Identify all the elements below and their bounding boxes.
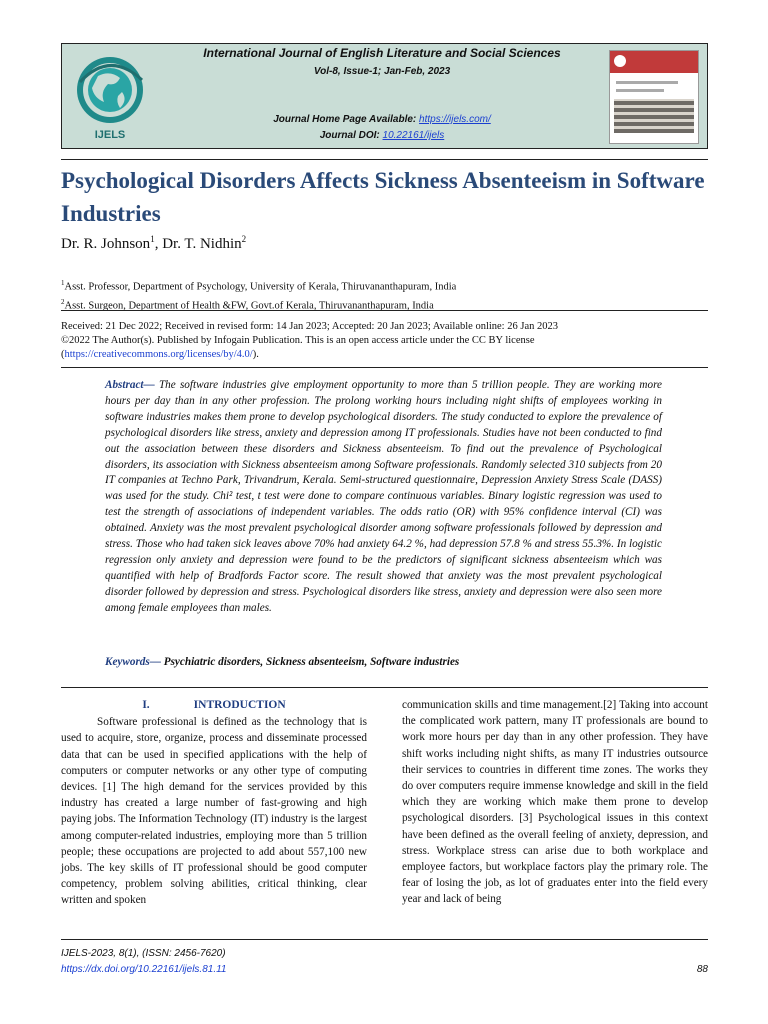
license-line (61, 348, 708, 362)
body-column-left (61, 697, 367, 909)
license-link[interactable]: https://creativecommons.org/licenses/by/4.0/ (64, 349, 253, 360)
doi-line (162, 128, 602, 144)
cover-line (616, 89, 664, 92)
homepage-line (162, 112, 602, 128)
journal-header (61, 43, 708, 149)
divider (61, 159, 708, 160)
section-title: INTRODUCTION (193, 699, 286, 711)
author-2: Dr. T. Nidhin (162, 236, 242, 252)
body-paragraph: Software professional is defined as the technology that is used to acquire, store, organize, process and disseminate processed data that can be used in specified applications with the help of computers or computer networks or any other type of computing devices. [1] The high demand for the services provided by this industry has created a large number of fast-growing and high paying jobs. The Information Technology (IT) industry is the largest among computer-related industries, employing more than 5 trillion people; these occupations are projected to add about 557,100 new jobs. The key skills of IT professional should be good computer competency, problem solving abilities, critical thinking, clear written and spoken (61, 716, 367, 907)
affiliation-sup: 1 (61, 279, 65, 287)
ijels-logo (70, 52, 150, 142)
divider (61, 310, 708, 311)
keywords-label: Keywords— (105, 656, 161, 668)
received-dates: Received: 21 Dec 2022; Received in revised form: 14 Jan 2023; Accepted: 20 Jan 2023; Available online: 26 Jan 2023 (61, 321, 558, 332)
abstract (105, 378, 662, 617)
paren-close: ). (252, 349, 259, 360)
body-column-right (402, 697, 708, 908)
page-footer (61, 946, 708, 978)
footer-citation: IJELS-2023, 8(1), (ISSN: 2456-7620) (61, 948, 226, 959)
author-2-sup: 2 (241, 234, 247, 244)
keywords-text: Psychiatric disorders, Sickness absenteeism, Software industries (160, 656, 460, 668)
affiliation-text: Asst. Surgeon, Department of Health &FW, Govt.of Kerala, Thiruvananthapuram, India (64, 300, 434, 311)
author-separator: , (154, 236, 163, 252)
divider (61, 939, 708, 940)
authors (61, 234, 246, 253)
journal-volume: Vol-8, Issue-1; Jan-Feb, 2023 (313, 66, 451, 77)
journal-cover-image (609, 50, 699, 144)
doi-label: Journal DOI: (319, 130, 383, 141)
divider (61, 687, 708, 688)
author-1-sup: 1 (150, 234, 155, 244)
cover-books-image (614, 99, 694, 133)
affiliation-text: Asst. Professor, Department of Psychology, University of Kerala, Thiruvananthapuram, India (64, 281, 457, 293)
author-1: Dr. R. Johnson (61, 236, 151, 252)
svg-text:IJELS: IJELS (94, 129, 126, 141)
affiliation-sup: 2 (61, 297, 65, 306)
journal-name: International Journal of English Literature and Social Sciences (203, 46, 561, 60)
abstract-label: Abstract— (105, 379, 155, 391)
homepage-link[interactable]: https://ijels.com/ (419, 114, 491, 125)
section-heading (61, 697, 367, 713)
page-number: 88 (696, 964, 708, 975)
cover-line (616, 81, 678, 84)
affiliations (61, 276, 456, 313)
divider (61, 367, 708, 368)
cover-banner (610, 51, 698, 73)
publication-info (61, 320, 708, 362)
journal-links (162, 112, 602, 144)
article-doi-link[interactable]: https://dx.doi.org/10.22161/ijels.81.11 (61, 964, 227, 975)
paren-open: ( (61, 349, 65, 360)
abstract-text: The software industries give employment opportunity to more than 5 trillion people. They are working more hours per day than in any other profession. The prolong working hours including night shifts of employees working in software industries makes them prone to develop psychological disorders. The study conducted to explore the prevalence of psychological disorders like stress, anxiety and depression among IT professionals. Studies have not been conducted to find out the association between these disorders and Sickness absenteeism. To find out the prevalence of Psychological disorders, its association with Sickness absenteeism among Software professionals. Randomly selected 310 subjects from 20 IT companies at Techno Park, Trivandrum, Kerala. Semi-structured questionnaire, Depression Anxiety Stress Scale (DASS) was used for the study. Chi² test, t test were done to compare continuous variables. Binary logistic regression was used to test the strength of associations of independent variables. The odds ratio (OR) with 95% confidence interval (CI) was obtained. Anxiety was the most prevalent psychological disorder among software professionals followed by depression and stress. Those who had taken sick leaves above 70% had anxiety 64.2 %, had depression 57.8 % and stress 55.3%. In logistic regression only anxiety and depression were found to be the predictors of significant sickness absenteeism which was quantified with help of Bradfords Factor score. The result showed that anxiety was the most prevalent psychological disorder followed by depression and stress. Psychological disorders like stress, anxiety and depression were also seen more among female employees than males. (105, 379, 662, 614)
article-title: Psychological Disorders Affects Sickness Absenteeism in Software Industries (61, 168, 705, 226)
copyright-line: ©2022 The Author(s). Published by Infogain Publication. This is an open access article under the CC BY license (61, 335, 535, 346)
homepage-label: Journal Home Page Available: (273, 114, 420, 125)
section-number: I. (142, 699, 150, 711)
body-paragraph: communication skills and time management.[2] Taking into account the complicated work pattern, many IT professionals are bound to work more hours per day than in any other profession. They have shift works including night shifts, as many IT industries outsource their services to countries in different time zones. The works they do over computers require immense knowledge and skill in the field which they are working which make them prone to develop psychological disorders. [3] Psychological issues in this context have been defined as the overall feeling of anxiety, depression, and stress. Workplace stress can arise due to both workplace and employee factors, but workplace factors play the primary role. The fear of losing the job, as lot of graduates enter into the field every year and lack of being (402, 699, 708, 906)
keywords (105, 656, 662, 668)
journal-doi-link[interactable]: 10.22161/ijels (382, 130, 445, 141)
cover-emblem-icon (614, 55, 626, 67)
affiliation-1 (61, 276, 456, 295)
